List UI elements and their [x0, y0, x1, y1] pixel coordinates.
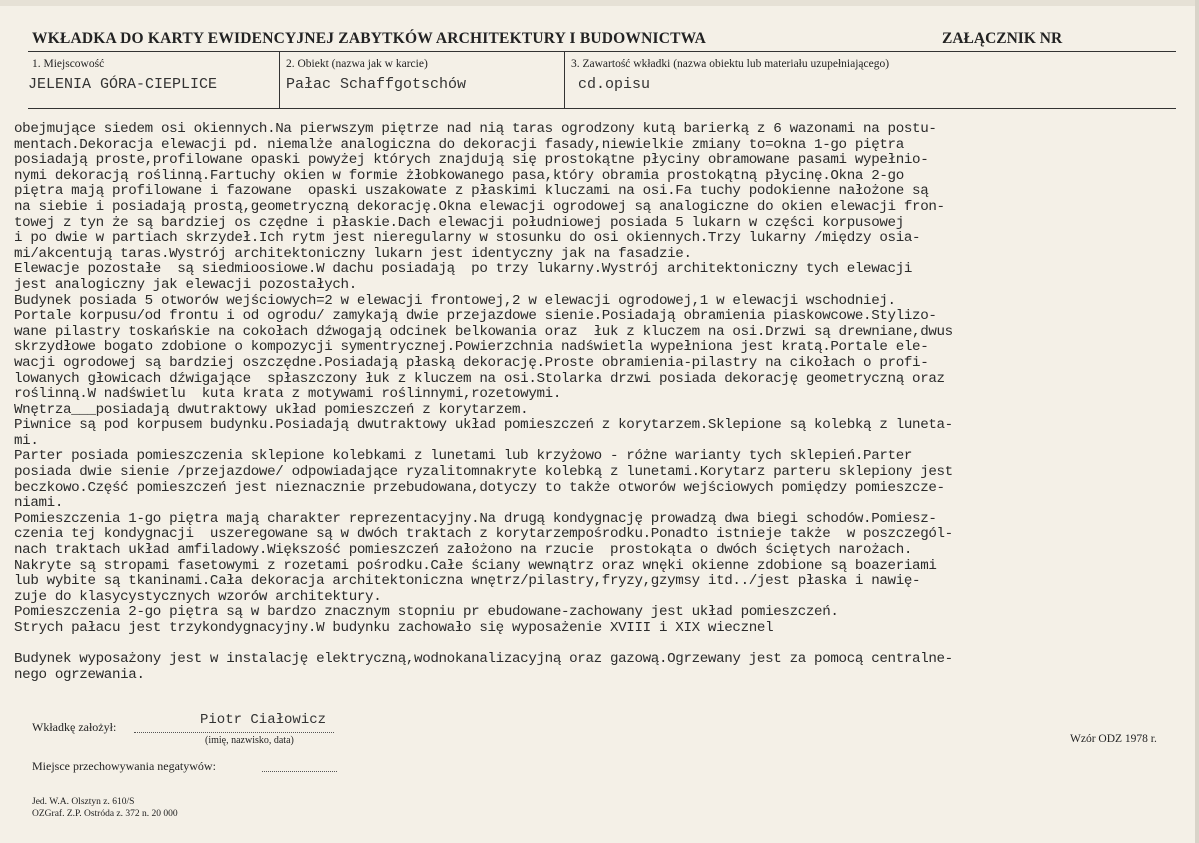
description-line: Pomieszczenia 2-go piętra są w bardzo znacznym stopniu pr ebudowane-zachowany jest układ pomieszczeń.: [14, 604, 839, 621]
description-line: wacji ogrodowej są bardziej oszczędne.Posiadają płaską dekorację.Proste obramienia-pilastry na cikołach o profi-: [14, 354, 929, 371]
header-top-rule: [28, 51, 1176, 52]
description-line: roślinną.W nadświetlu kuta krata z motywami roślinnymi,rozetowymi.: [14, 386, 561, 403]
negatives-location-label: Miejsce przechowywania negatywów:: [32, 759, 216, 773]
description-line: Parter posiada pomieszczenia sklepione kolebkami z lunetami lub krzyżowo - różne warianty tych sklepień.Parter: [14, 448, 913, 465]
object-label: 2. Obiekt (nazwa jak w karcie): [286, 58, 428, 70]
print-info-line-1: Jed. W.A. Olsztyn z. 610/S: [32, 797, 135, 807]
description-line: lowanych głowicach dźwigające spłaszczony łuk z kluczem na osi.Stolarka drzwi posiada dekorację geometryczną oraz: [14, 370, 945, 387]
description-line: na siebie i posiadają prostą,geometryczną dekorację.Okna elewacji ogrodowej są analogiczne do okien elewacji fron-: [14, 198, 945, 215]
description-line: i po dwie w partiach skrzydeł.Ich rytm jest nieregularny w stosunku do osi okiennych.Trzy lukarny /między osia-: [14, 230, 921, 247]
print-info-line-2: OZGraf. Z.P. Ostróda z. 372 n. 20 000: [32, 809, 178, 819]
description-line: towej z tyn że są bardziej os czędne i płaskie.Dach elewacji południowej posiada 5 lukarn w części korpusowej: [14, 214, 904, 231]
description-line: mi.: [14, 432, 39, 449]
card-top-edge: [0, 0, 1199, 6]
field-divider-1: [279, 51, 280, 108]
compiled-by-label: Wkładkę założył:: [32, 720, 117, 734]
description-line: czenia tej kondygnacji uszeregowane są w dwóch traktach z korytarzempośrodku.Ponadto istnieje także w poszczegól-: [14, 526, 953, 543]
compiled-by-value: Piotr Ciałowicz: [200, 712, 327, 728]
content-label: 3. Zawartość wkładki (nazwa obiektu lub materiału uzupełniającego): [571, 58, 890, 70]
card-right-edge: [1195, 0, 1199, 843]
description-line: beczkowo.Część pomieszczeń jest nieznacznie przebudowana,dotyczy to także otworów wejściowych pomiędzy pomieszcze-: [14, 479, 945, 496]
description-line: Strych pałacu jest trzykondygnacyjny.W budynku zachowało się wyposażenie XVIII i XIX wiecznel: [14, 620, 774, 636]
description-line: zuje do klasycystycznych wzorów architektury.: [14, 588, 382, 605]
field-divider-2: [564, 51, 565, 108]
description-line: Piwnice są pod korpusem budynku.Posiadają dwutraktowy układ pomieszczeń z korytarzem.Sklepione są kolebką z luneta-: [14, 417, 953, 434]
description-line: mi/akcentują taras.Wystrój architektoniczny lukarn jest identyczny jak na fasadzie.: [14, 245, 692, 262]
description-line: Nakryte są stropami fasetowymi z rozetami pośrodku.Całe ściany wewnątrz oraz wnęki okienne zdobione są boazeriami: [14, 557, 937, 574]
description-line: mentach.Dekoracja elewacji pd. niemalże analogiczna do dekoracji fasady,niewielkie zmiany to=okna 1-go piętra: [14, 136, 904, 153]
description-text: [14, 122, 1184, 683]
header-bottom-rule: [28, 108, 1176, 109]
description-line: nach traktach układ amfiladowy.Większość pomieszczeń założono na rzucie prostokąta o dwóch ściętych narożach.: [14, 542, 913, 559]
description-line: Pomieszczenia 1-go piętra mają charakter reprezentacyjny.Na drugą kondygnację prowadzą dwa biegi schodów.Pomiesz-: [14, 510, 937, 527]
description-line: posiada dwie sienie /przejazdowe/ odpowiadające ryzalitomnakryte kolebką z lunetami.Korytarz parteru sklepiony jest: [14, 464, 953, 481]
description-line: piętra mają profilowane i fazowane opaski uszakowate z płaskimi kluczami na osi.Fa tuchy podokienne nałożone są: [14, 183, 929, 200]
description-line: wane pilastry toskańskie na cokołach dźwogają odcinek belkowania oraz łuk z kluczem na osi.Drzwi są drewniane,dwus: [14, 323, 953, 340]
locality-value: JELENIA GÓRA-CIEPLICE: [28, 76, 218, 93]
description-line: obejmujące siedem osi okiennych.Na pierwszym piętrze nad nią taras ogrodzony kutą barierką z 6 wazonami na postu-: [14, 121, 937, 137]
description-line: nymi dekoracją roślinną.Fartuchy okien w formie żłobkowanego pasa,który obramia prostokątną płycinę.Okna 2-go: [14, 167, 904, 184]
description-line: Budynek wyposażony jest w instalację elektryczną,wodnokanalizacyjną oraz gazową.Ogrzewany jest za pomocą centralne-: [14, 651, 953, 668]
description-line: Wnętrza___posiadają dwutraktowy układ pomieszczeń z korytarzem.: [14, 401, 529, 418]
locality-label: 1. Miejscowość: [32, 58, 105, 70]
description-line: skrzydłowe bogato zdobione o kompozycji symentrycznej.Powierzchnia nadświetla wypełniona jest kratą.Portale ele-: [14, 339, 929, 356]
description-line: jest analogiczny jak elewacji pozostałych.: [14, 276, 357, 293]
compiled-by-line: [134, 732, 334, 733]
content-value: cd.opisu: [578, 76, 651, 93]
annex-number-label: ZAŁĄCZNIK NR: [942, 30, 1063, 47]
description-line: Elewacje pozostałe są siedmioosiowe.W dachu posiadają po trzy lukarny.Wystrój architektoniczny tych elewacji: [14, 261, 913, 278]
object-value: Pałac Schaffgotschów: [286, 76, 467, 93]
description-line: Portale korpusu/od frontu i od ogrodu/ zamykają dwie przejazdowe sienie.Posiadają obramienia piaskowcowe.Stylizo-: [14, 308, 937, 325]
description-line: niami.: [14, 495, 63, 512]
description-line: nego ogrzewania.: [14, 666, 145, 683]
description-line: posiadają proste,profilowane opaski powyżej których znajdują się prostokątne płyciny obramowane pasami wypełnio-: [14, 152, 929, 169]
form-code: Wzór ODZ 1978 r.: [1070, 733, 1157, 745]
negatives-location-line: [262, 771, 337, 772]
description-line: lub wybite są tkaninami.Cała dekoracja architektoniczna wnętrz/pilastry,fryzy,gzymsy itd../jest płaska i nawię-: [14, 573, 921, 590]
compiled-by-hint: (imię, nazwisko, data): [205, 735, 294, 746]
form-title: WKŁADKA DO KARTY EWIDENCYJNEJ ZABYTKÓW ARCHITEKTURY I BUDOWNICTWA: [32, 30, 707, 47]
description-line: Budynek posiada 5 otworów wejściowych=2 w elewacji frontowej,2 w elewacji ogrodowej,1 w elewacji wschodniej.: [14, 292, 896, 309]
